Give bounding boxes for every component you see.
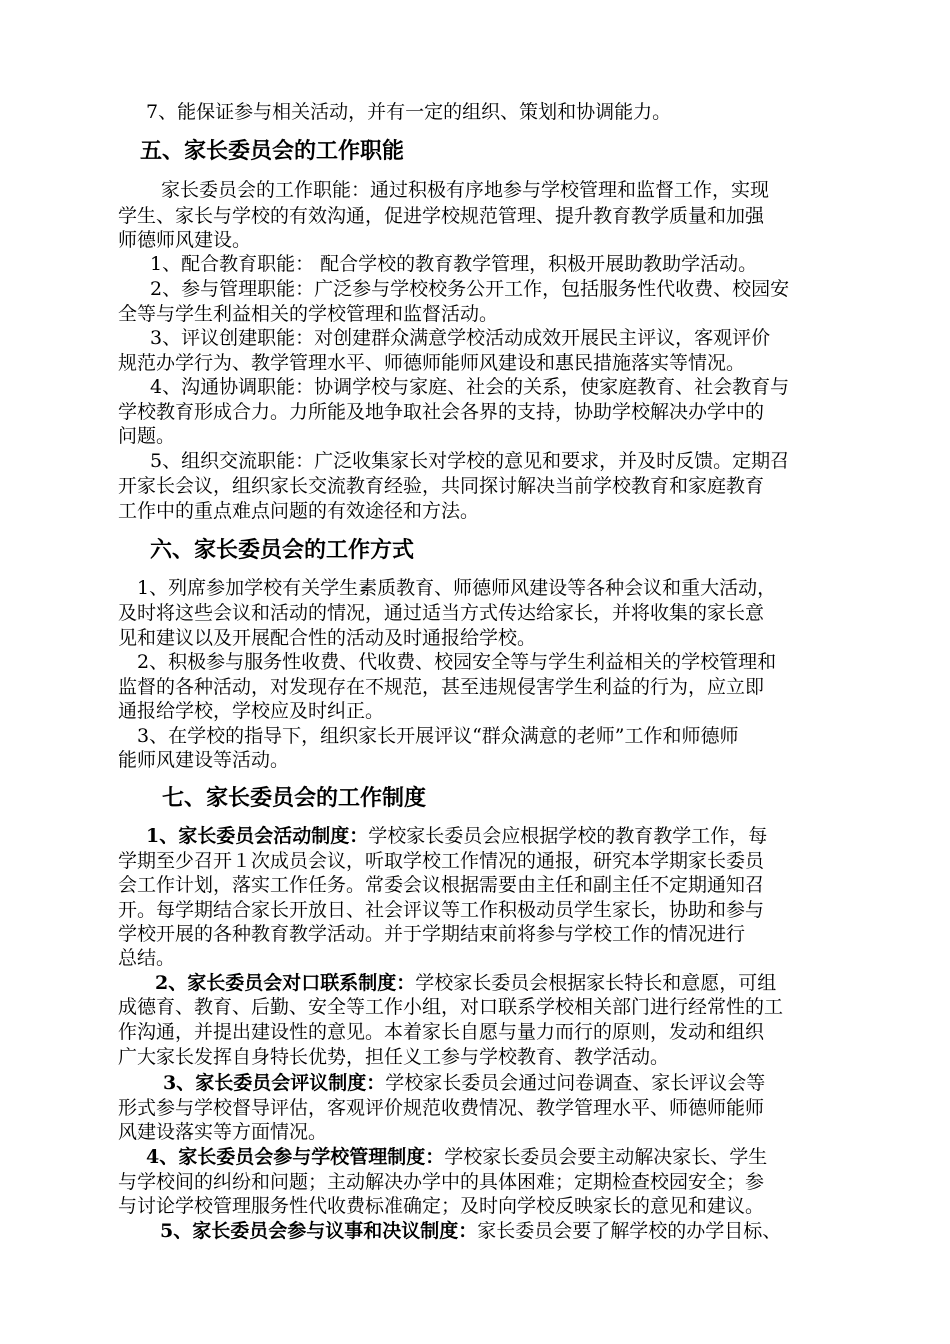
- section-7-heading: 七、家长委员会的工作制度: [162, 785, 427, 811]
- sec7-item1-line-6: 总结。: [118, 947, 176, 969]
- sec7-item2-title: 2、家长委员会对口联系制度：: [155, 972, 416, 994]
- sec7-item3-text-1: 学校家长委员会通过问卷调查、家长评议会等: [385, 1072, 766, 1094]
- sec7-item2-line-3: 作沟通，并提出建设性的意见。本着家长自愿与量力而行的原则，发动和组织: [118, 1021, 765, 1043]
- sec7-item1-line-1: [146, 824, 767, 848]
- item-7-line: 7、能保证参与相关活动，并有一定的组织、策划和协调能力。: [146, 101, 672, 123]
- sec7-item4-line-3: 与讨论学校管理服务性代收费标准确定；及时向学校反映家长的意见和建议。: [118, 1195, 765, 1217]
- sec7-item3-line-3: 风建设落实等方面情况。: [118, 1121, 328, 1143]
- sec7-item4-line-2: 与学校间的纠纷和问题；主动解决办学中的具体困难；定期检查校园安全；参: [118, 1171, 765, 1193]
- sec6-item1-line-1: 1、列席参加学校有关学生素质教育、师德师风建设等各种会议和重大活动，: [137, 577, 777, 599]
- sec7-item3-line-1: [163, 1071, 765, 1095]
- sec7-item5-title: 5、家长委员会参与议事和决议制度：: [160, 1220, 478, 1242]
- sec7-item1-line-5: 学校开展的各种教育教学活动。并于学期结束前将参与学校工作的情况进行: [118, 923, 746, 945]
- sec6-item2-line-2: 监督的各种活动，对发现存在不规范，甚至违规侵害学生利益的行为，应立即: [118, 676, 765, 698]
- sec5-item3-line-2: 规范办学行为、教学管理水平、师德师能师风建设和惠民措施落实等情况。: [118, 352, 746, 374]
- sec7-item5-text-1: 家长委员会要了解学校的办学目标、: [477, 1220, 782, 1242]
- sec6-item3-line-2: 能师风建设等活动。: [118, 749, 290, 771]
- sec6-item2-line-1: 2、积极参与服务性收费、代收费、校园安全等与学生利益相关的学校管理和: [137, 651, 777, 673]
- sec6-item1-line-3: 见和建议以及开展配合性的活动及时通报给学校。: [118, 627, 537, 649]
- sec5-item5-line-1: 5、组织交流职能：广泛收集家长对学校的意见和要求，并及时反馈。定期召: [150, 450, 790, 472]
- sec7-item1-line-2: 学期至少召开１次成员会议，听取学校工作情况的通报，研究本学期家长委员: [118, 850, 765, 872]
- sec6-item2-line-3: 通报给学校，学校应及时纠正。: [118, 700, 385, 722]
- sec6-item3-line-1: 3、在学校的指导下，组织家长开展评议“群众满意的老师”工作和师德师: [137, 725, 739, 747]
- sec5-item1-line-1: 1、配合教育职能： 配合学校的教育教学管理，积极开展助教助学活动。: [150, 253, 758, 275]
- sec7-item2-line-1: [155, 971, 776, 995]
- sec6-item1-line-2: 及时将这些会议和活动的情况，通过适当方式传达给家长，并将收集的家长意: [118, 602, 765, 624]
- sec5-item5-line-2: 开家长会议，组织家长交流教育经验，共同探讨解决当前学校教育和家庭教育: [118, 475, 765, 497]
- sec7-item2-line-4: 广大家长发挥自身特长优势，担任义工参与学校教育、教学活动。: [118, 1046, 670, 1068]
- sec5-intro-line-3: 师德师风建设。: [118, 229, 252, 251]
- sec7-item4-title: 4、家长委员会参与学校管理制度：: [146, 1146, 445, 1168]
- sec7-item1-line-3: 会工作计划，落实工作任务。常委会议根据需要由主任和副主任不定期通知召: [118, 874, 765, 896]
- sec5-item4-line-3: 问题。: [118, 425, 176, 447]
- sec5-intro-line-1: 家长委员会的工作职能：通过积极有序地参与学校管理和监督工作，实现: [161, 179, 770, 201]
- sec7-item4-line-1: [146, 1145, 767, 1169]
- sec7-item3-line-2: 形式参与学校督导评估，客观评价规范收费情况、教学管理水平、师德师能师: [118, 1097, 765, 1119]
- section-6-heading: 六、家长委员会的工作方式: [150, 537, 415, 563]
- sec7-item1-line-4: 开。每学期结合家长开放日、社会评议等工作积极动员学生家长，协助和参与: [118, 899, 765, 921]
- sec5-item5-line-3: 工作中的重点难点问题的有效途径和方法。: [118, 500, 480, 522]
- sec7-item2-text-1: 学校家长委员会根据家长特长和意愿，可组: [415, 972, 777, 994]
- sec5-item4-line-1: 4、沟通协调职能：协调学校与家庭、社会的关系，使家庭教育、社会教育与: [150, 376, 790, 398]
- sec5-item2-line-1: 2、参与管理职能：广泛参与学校校务公开工作，包括服务性代收费、校园安: [150, 278, 790, 300]
- sec5-item3-line-1: 3、评议创建职能：对创建群众满意学校活动成效开展民主评议，客观评价: [150, 327, 771, 349]
- sec5-item4-line-2: 学校教育形成合力。力所能及地争取社会各界的支持，协助学校解决办学中的: [118, 401, 765, 423]
- sec7-item1-title: 1、家长委员会活动制度：: [146, 825, 369, 847]
- sec7-item5-line-1: [160, 1219, 781, 1243]
- sec7-item2-line-2: 成德育、教育、后勤、安全等工作小组，对口联系学校相关部门进行经常性的工: [118, 996, 784, 1018]
- sec7-item4-text-1: 学校家长委员会要主动解决家长、学生: [444, 1146, 768, 1168]
- sec7-item3-title: 3、家长委员会评议制度：: [163, 1072, 386, 1094]
- sec5-intro-line-2: 学生、家长与学校的有效沟通，促进学校规范管理、提升教育教学质量和加强: [118, 205, 765, 227]
- section-5-heading: 五、家长委员会的工作职能: [140, 138, 405, 164]
- sec5-item2-line-2: 全等与学生利益相关的学校管理和监督活动。: [118, 303, 499, 325]
- sec7-item1-text-1: 学校家长委员会应根据学校的教育教学工作，每: [368, 825, 768, 847]
